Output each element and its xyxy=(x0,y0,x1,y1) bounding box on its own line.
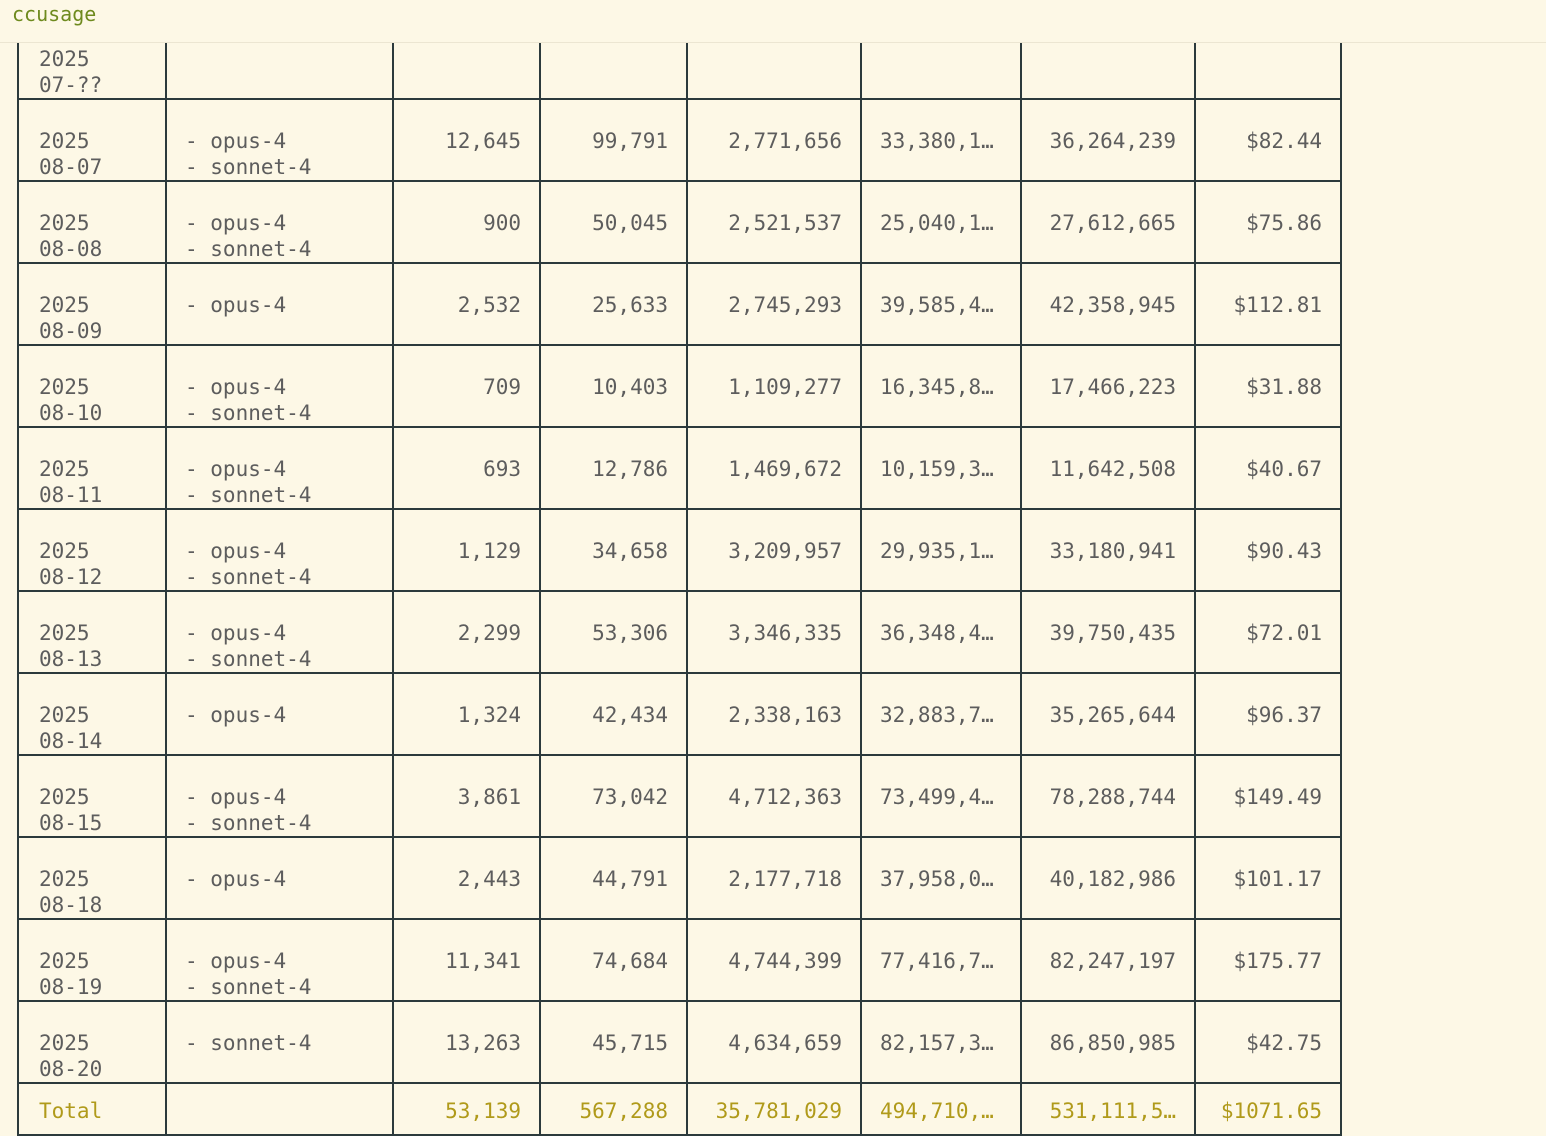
models-list xyxy=(167,920,392,1000)
date-cell xyxy=(18,673,166,755)
output-cell-value: 99,791 xyxy=(592,129,668,153)
date-text xyxy=(19,428,165,508)
date-cell xyxy=(18,181,166,263)
model-item: - sonnet-4 xyxy=(185,155,312,179)
model-item: - opus-4 xyxy=(185,539,287,563)
cache-create-cell xyxy=(687,509,861,591)
cache-create-cell-value: 4,712,363 xyxy=(728,785,842,809)
output-cell-value: 50,045 xyxy=(592,211,668,235)
total-total-tokens-cell-value: 531,111,5… xyxy=(1049,1099,1176,1123)
cache-create-cell xyxy=(687,427,861,509)
date-year: 2025 xyxy=(39,293,90,317)
cache-read-cell-value: 36,348,4… xyxy=(880,621,994,645)
cache-read-cell xyxy=(861,263,1021,345)
date-year: 2025 xyxy=(39,1031,90,1055)
cost-cell-value: $75.86 xyxy=(1246,211,1322,235)
output-cell-value: 12,786 xyxy=(592,457,668,481)
models-list xyxy=(167,510,392,590)
cache-create-cell xyxy=(687,919,861,1001)
models-list xyxy=(167,264,392,318)
date-year: 2025 xyxy=(39,47,90,71)
cache-create-cell xyxy=(687,345,861,427)
total-tokens-cell-value: 11,642,508 xyxy=(1049,457,1176,481)
models-list xyxy=(167,838,392,892)
cache-create-cell-value: 4,634,659 xyxy=(728,1031,842,1055)
date-text xyxy=(19,510,165,590)
cache-read-cell-value: 39,585,4… xyxy=(880,293,994,317)
cost-cell xyxy=(1195,919,1341,1001)
usage-table-body xyxy=(18,17,1341,1135)
date-month-day: 08-12 xyxy=(39,565,103,589)
cache-create-cell xyxy=(687,263,861,345)
table-row xyxy=(18,919,1341,1001)
date-cell xyxy=(18,1001,166,1083)
cost-cell xyxy=(1195,509,1341,591)
cache-read-cell xyxy=(861,427,1021,509)
cache-create-cell-value: 2,177,718 xyxy=(728,867,842,891)
cost-cell-value: $175.77 xyxy=(1233,949,1322,973)
total-input-cell xyxy=(393,1083,540,1135)
cache-read-cell xyxy=(861,919,1021,1001)
output-cell-value: 10,403 xyxy=(592,375,668,399)
total-label-cell xyxy=(18,1083,166,1135)
cache-read-cell-value: 37,958,0… xyxy=(880,867,994,891)
output-cell xyxy=(540,345,687,427)
date-month-day: 08-18 xyxy=(39,893,103,917)
total-tokens-cell xyxy=(1021,99,1195,181)
model-item: - opus-4 xyxy=(185,785,287,809)
input-cell-value: 13,263 xyxy=(445,1031,521,1055)
input-cell-value: 709 xyxy=(483,375,521,399)
date-cell xyxy=(18,99,166,181)
date-year: 2025 xyxy=(39,867,90,891)
cache-read-cell xyxy=(861,181,1021,263)
output-cell xyxy=(540,427,687,509)
date-text xyxy=(19,264,165,344)
input-cell xyxy=(393,837,540,919)
input-cell xyxy=(393,673,540,755)
total-output-cell xyxy=(540,1083,687,1135)
date-year: 2025 xyxy=(39,457,90,481)
total-input-cell-value: 53,139 xyxy=(445,1099,521,1123)
date-text xyxy=(19,592,165,672)
models-cell xyxy=(166,181,393,263)
output-cell xyxy=(540,919,687,1001)
date-cell xyxy=(18,427,166,509)
total-cost-cell xyxy=(1195,1083,1341,1135)
date-cell xyxy=(18,509,166,591)
cost-cell-value: $72.01 xyxy=(1246,621,1322,645)
output-cell-value: 34,658 xyxy=(592,539,668,563)
model-item: - sonnet-4 xyxy=(185,237,312,261)
table-row xyxy=(18,263,1341,345)
models-list xyxy=(167,100,392,180)
models-list xyxy=(167,1002,392,1056)
total-tokens-cell-value: 17,466,223 xyxy=(1049,375,1176,399)
models-cell xyxy=(166,919,393,1001)
output-cell-value: 42,434 xyxy=(592,703,668,727)
cost-cell xyxy=(1195,181,1341,263)
table-row xyxy=(18,591,1341,673)
model-item: - opus-4 xyxy=(185,375,287,399)
input-cell xyxy=(393,99,540,181)
input-cell xyxy=(393,919,540,1001)
total-tokens-cell-value: 27,612,665 xyxy=(1049,211,1176,235)
cost-cell xyxy=(1195,427,1341,509)
model-item: - sonnet-4 xyxy=(185,565,312,589)
output-cell xyxy=(540,263,687,345)
input-cell xyxy=(393,591,540,673)
total-tokens-cell-value: 35,265,644 xyxy=(1049,703,1176,727)
total-cost-cell-value: $1071.65 xyxy=(1220,1099,1322,1123)
total-tokens-cell xyxy=(1021,263,1195,345)
cache-create-cell-value: 3,209,957 xyxy=(728,539,842,563)
total-tokens-cell xyxy=(1021,427,1195,509)
date-year: 2025 xyxy=(39,539,90,563)
models-cell xyxy=(166,1001,393,1083)
input-cell-value: 2,299 xyxy=(457,621,521,645)
date-text xyxy=(19,100,165,180)
model-item: - opus-4 xyxy=(185,867,287,891)
input-cell-value: 2,532 xyxy=(457,293,521,317)
cache-create-cell-value: 2,521,537 xyxy=(728,211,842,235)
date-month-day: 08-11 xyxy=(39,483,103,507)
date-month-day: 08-09 xyxy=(39,319,103,343)
total-tokens-cell-value: 82,247,197 xyxy=(1049,949,1176,973)
output-cell xyxy=(540,837,687,919)
cache-create-cell xyxy=(687,837,861,919)
total-cache-read-cell xyxy=(861,1083,1021,1135)
cache-create-cell xyxy=(687,99,861,181)
date-cell xyxy=(18,345,166,427)
total-tokens-cell xyxy=(1021,181,1195,263)
input-cell xyxy=(393,1001,540,1083)
models-list xyxy=(167,346,392,426)
date-year: 2025 xyxy=(39,703,90,727)
date-year: 2025 xyxy=(39,621,90,645)
total-tokens-cell xyxy=(1021,591,1195,673)
date-month-day: 08-13 xyxy=(39,647,103,671)
table-container[interactable] xyxy=(17,16,1342,1136)
input-cell-value: 900 xyxy=(483,211,521,235)
cost-cell xyxy=(1195,99,1341,181)
cost-cell xyxy=(1195,345,1341,427)
models-list xyxy=(167,182,392,262)
input-cell-value: 11,341 xyxy=(445,949,521,973)
model-item: - sonnet-4 xyxy=(185,647,312,671)
output-cell xyxy=(540,755,687,837)
total-tokens-cell-value: 78,288,744 xyxy=(1049,785,1176,809)
total-cache-create-cell-value: 35,781,029 xyxy=(715,1099,842,1123)
date-month-day: 08-10 xyxy=(39,401,103,425)
input-cell xyxy=(393,181,540,263)
date-text xyxy=(19,1002,165,1082)
date-text xyxy=(19,182,165,262)
title-bar xyxy=(0,0,1546,43)
cache-read-cell-value: 73,499,4… xyxy=(880,785,994,809)
cache-read-cell xyxy=(861,345,1021,427)
models-cell xyxy=(166,99,393,181)
date-text xyxy=(19,346,165,426)
cost-cell-value: $96.37 xyxy=(1246,703,1322,727)
cache-create-cell-value: 3,346,335 xyxy=(728,621,842,645)
date-text xyxy=(19,756,165,836)
table-row xyxy=(18,181,1341,263)
cache-create-cell xyxy=(687,755,861,837)
cache-read-cell xyxy=(861,509,1021,591)
model-item: - opus-4 xyxy=(185,211,287,235)
table-row xyxy=(18,509,1341,591)
cache-read-cell xyxy=(861,1001,1021,1083)
date-month-day: 08-08 xyxy=(39,237,103,261)
model-item: - opus-4 xyxy=(185,703,287,727)
window-title: ccusage xyxy=(12,2,97,26)
date-month-day: 08-20 xyxy=(39,1057,103,1081)
model-item: - sonnet-4 xyxy=(185,811,312,835)
date-cell xyxy=(18,755,166,837)
output-cell xyxy=(540,99,687,181)
output-cell-value: 44,791 xyxy=(592,867,668,891)
models-cell xyxy=(166,263,393,345)
cache-create-cell-value: 1,109,277 xyxy=(728,375,842,399)
total-tokens-cell xyxy=(1021,1001,1195,1083)
model-item: - opus-4 xyxy=(185,293,287,317)
output-cell-value: 53,306 xyxy=(592,621,668,645)
total-tokens-cell xyxy=(1021,345,1195,427)
cache-read-cell xyxy=(861,591,1021,673)
table-row xyxy=(18,1001,1341,1083)
output-cell xyxy=(540,591,687,673)
total-tokens-cell-value: 36,264,239 xyxy=(1049,129,1176,153)
cost-cell-value: $40.67 xyxy=(1246,457,1322,481)
model-item: - opus-4 xyxy=(185,949,287,973)
date-year: 2025 xyxy=(39,785,90,809)
total-cache-read-cell-value: 494,710,… xyxy=(880,1099,994,1123)
output-cell-value: 73,042 xyxy=(592,785,668,809)
cache-create-cell-value: 2,745,293 xyxy=(728,293,842,317)
models-cell xyxy=(166,755,393,837)
model-item: - opus-4 xyxy=(185,621,287,645)
input-cell xyxy=(393,345,540,427)
table-row xyxy=(18,427,1341,509)
cache-create-cell xyxy=(687,673,861,755)
total-output-cell-value: 567,288 xyxy=(579,1099,668,1123)
date-cell xyxy=(18,263,166,345)
cache-read-cell xyxy=(861,673,1021,755)
models-cell xyxy=(166,673,393,755)
total-tokens-cell-value: 39,750,435 xyxy=(1049,621,1176,645)
date-text xyxy=(19,838,165,918)
date-month-day: 08-07 xyxy=(39,155,103,179)
input-cell xyxy=(393,755,540,837)
total-models-cell xyxy=(166,1083,393,1135)
usage-table xyxy=(17,16,1342,1136)
cache-read-cell-value: 10,159,3… xyxy=(880,457,994,481)
cache-create-cell xyxy=(687,181,861,263)
table-row xyxy=(18,755,1341,837)
cache-create-cell xyxy=(687,1001,861,1083)
input-cell xyxy=(393,509,540,591)
cost-cell xyxy=(1195,591,1341,673)
models-cell xyxy=(166,837,393,919)
total-tokens-cell-value: 33,180,941 xyxy=(1049,539,1176,563)
models-cell xyxy=(166,427,393,509)
total-total-tokens-cell xyxy=(1021,1083,1195,1135)
cost-cell xyxy=(1195,837,1341,919)
cache-create-cell-value: 1,469,672 xyxy=(728,457,842,481)
model-item: - opus-4 xyxy=(185,129,287,153)
model-item: - sonnet-4 xyxy=(185,401,312,425)
table-row xyxy=(18,99,1341,181)
table-row xyxy=(18,837,1341,919)
date-year: 2025 xyxy=(39,375,90,399)
total-row xyxy=(18,1083,1341,1135)
input-cell xyxy=(393,263,540,345)
total-cache-create-cell xyxy=(687,1083,861,1135)
models-cell xyxy=(166,509,393,591)
output-cell-value: 74,684 xyxy=(592,949,668,973)
cost-cell-value: $149.49 xyxy=(1233,785,1322,809)
date-month-day: 08-15 xyxy=(39,811,103,835)
cache-read-cell-value: 16,345,8… xyxy=(880,375,994,399)
total-tokens-cell-value: 86,850,985 xyxy=(1049,1031,1176,1055)
cost-cell-value: $31.88 xyxy=(1246,375,1322,399)
total-tokens-cell-value: 40,182,986 xyxy=(1049,867,1176,891)
models-list xyxy=(167,674,392,728)
cost-cell xyxy=(1195,1001,1341,1083)
input-cell-value: 3,861 xyxy=(457,785,521,809)
model-item: - sonnet-4 xyxy=(185,483,312,507)
date-year: 2025 xyxy=(39,129,90,153)
model-item: - opus-4 xyxy=(185,457,287,481)
date-text xyxy=(19,920,165,1000)
cost-cell xyxy=(1195,263,1341,345)
models-list xyxy=(167,428,392,508)
date-cell xyxy=(18,837,166,919)
date-month-day: 08-14 xyxy=(39,729,103,753)
cache-read-cell-value: 77,416,7… xyxy=(880,949,994,973)
cache-read-cell xyxy=(861,837,1021,919)
input-cell-value: 693 xyxy=(483,457,521,481)
cache-create-cell-value: 2,338,163 xyxy=(728,703,842,727)
cache-read-cell-value: 33,380,1… xyxy=(880,129,994,153)
output-cell xyxy=(540,1001,687,1083)
cache-read-cell-value: 29,935,1… xyxy=(880,539,994,563)
output-cell xyxy=(540,673,687,755)
total-tokens-cell xyxy=(1021,673,1195,755)
input-cell-value: 1,324 xyxy=(457,703,521,727)
date-cell xyxy=(18,591,166,673)
cache-read-cell-value: 82,157,3… xyxy=(880,1031,994,1055)
model-item: - sonnet-4 xyxy=(185,975,312,999)
cache-create-cell xyxy=(687,591,861,673)
date-year: 2025 xyxy=(39,949,90,973)
cost-cell-value: $101.17 xyxy=(1233,867,1322,891)
cache-read-cell-value: 25,040,1… xyxy=(880,211,994,235)
table-row xyxy=(18,345,1341,427)
cost-cell-value: $112.81 xyxy=(1233,293,1322,317)
output-cell xyxy=(540,181,687,263)
date-cell xyxy=(18,919,166,1001)
cost-cell-value: $90.43 xyxy=(1246,539,1322,563)
total-tokens-cell xyxy=(1021,837,1195,919)
output-cell xyxy=(540,509,687,591)
total-tokens-cell xyxy=(1021,755,1195,837)
cost-cell-value: $42.75 xyxy=(1246,1031,1322,1055)
input-cell-value: 12,645 xyxy=(445,129,521,153)
models-cell xyxy=(166,591,393,673)
input-cell-value: 1,129 xyxy=(457,539,521,563)
total-label: Total xyxy=(39,1099,103,1123)
output-cell-value: 45,715 xyxy=(592,1031,668,1055)
output-cell-value: 25,633 xyxy=(592,293,668,317)
cache-read-cell xyxy=(861,99,1021,181)
models-list xyxy=(167,756,392,836)
cache-create-cell-value: 2,771,656 xyxy=(728,129,842,153)
cache-read-cell-value: 32,883,7… xyxy=(880,703,994,727)
date-year: 2025 xyxy=(39,211,90,235)
model-item: - sonnet-4 xyxy=(185,1031,312,1055)
date-month-day: 08-19 xyxy=(39,975,103,999)
cost-cell xyxy=(1195,755,1341,837)
total-tokens-cell-value: 42,358,945 xyxy=(1049,293,1176,317)
date-month-day: 07-?? xyxy=(39,73,103,97)
cost-cell-value: $82.44 xyxy=(1246,129,1322,153)
total-tokens-cell xyxy=(1021,509,1195,591)
date-text xyxy=(19,674,165,754)
total-tokens-cell xyxy=(1021,919,1195,1001)
input-cell xyxy=(393,427,540,509)
models-list xyxy=(167,592,392,672)
input-cell-value: 2,443 xyxy=(457,867,521,891)
cost-cell xyxy=(1195,673,1341,755)
table-row xyxy=(18,673,1341,755)
models-cell xyxy=(166,345,393,427)
cache-read-cell xyxy=(861,755,1021,837)
cache-create-cell-value: 4,744,399 xyxy=(728,949,842,973)
